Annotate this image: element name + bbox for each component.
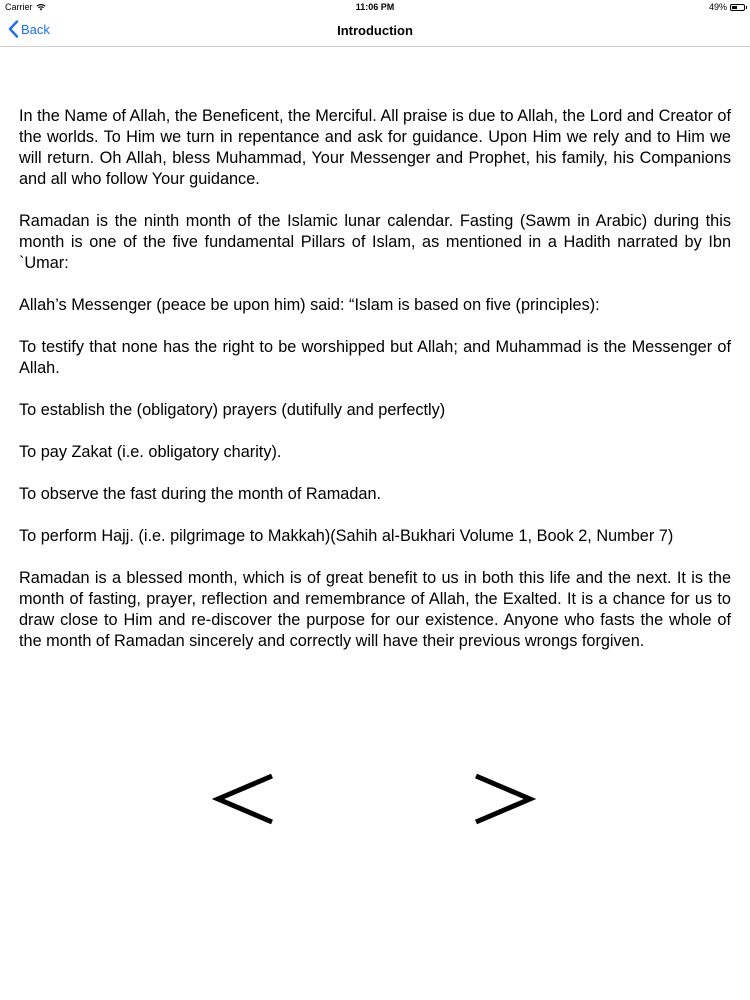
next-page-button[interactable] <box>472 772 536 826</box>
paragraph: To observe the fast during the month of Ramadan. <box>19 485 382 503</box>
paragraph: To pay Zakat (i.e. obligatory charity). <box>19 443 282 461</box>
status-time: 11:06 PM <box>355 2 395 12</box>
introduction-text <box>19 106 731 673</box>
battery-icon <box>730 4 745 11</box>
next-arrow-icon <box>472 772 536 826</box>
back-button-label: Back <box>21 21 50 37</box>
previous-arrow-icon <box>212 772 276 826</box>
paragraph: To establish the (obligatory) prayers (dutifully and perfectly) <box>19 401 446 419</box>
status-right <box>709 0 745 14</box>
battery-percent: 49% <box>708 2 727 12</box>
paragraph: In the Name of Allah, the Beneficent, the Merciful. All praise is due to Allah, the Lord and Creator of the worlds. To Him we turn in repentance and ask for guidance. Upon Him we rely and to Him we will return. Oh Allah, bless Muhammad, Your Messenger and Prophet, his family, his Companions and all who follow Your guidance. <box>19 107 731 188</box>
battery-level-fill <box>732 6 737 9</box>
previous-page-button[interactable] <box>212 772 276 826</box>
paragraph: To testify that none has the right to be worshipped but Allah; and Muhammad is the Messenger of Allah. <box>19 338 731 377</box>
status-bar <box>0 0 750 14</box>
paragraph: Ramadan is a blessed month, which is of great benefit to us in both this life and the next. It is the month of fasting, prayer, reflection and remembrance of Allah, the Exalted. It is a chance for us to draw close to Him and re-discover the purpose for our existence. Anyone who fasts the whole of the month of Ramadan sincerely and correctly will have their previous wrongs forgiven. <box>19 569 731 650</box>
page-title: Introduction <box>337 23 413 38</box>
paragraph: Allah’s Messenger (peace be upon him) said: “Islam is based on five (principles): <box>19 296 600 314</box>
paragraph: Ramadan is the ninth month of the Islamic lunar calendar. Fasting (Sawm in Arabic) during this month is one of the five fundamental Pillars of Islam, as mentioned in a Hadith narrated by Ibn `Umar: <box>19 212 731 272</box>
paragraph: To perform Hajj. (i.e. pilgrimage to Makkah)(Sahih al-Bukhari Volume 1, Book 2, Number 7) <box>19 527 674 545</box>
navigation-bar <box>0 14 750 47</box>
carrier-label: Carrier <box>5 2 33 12</box>
